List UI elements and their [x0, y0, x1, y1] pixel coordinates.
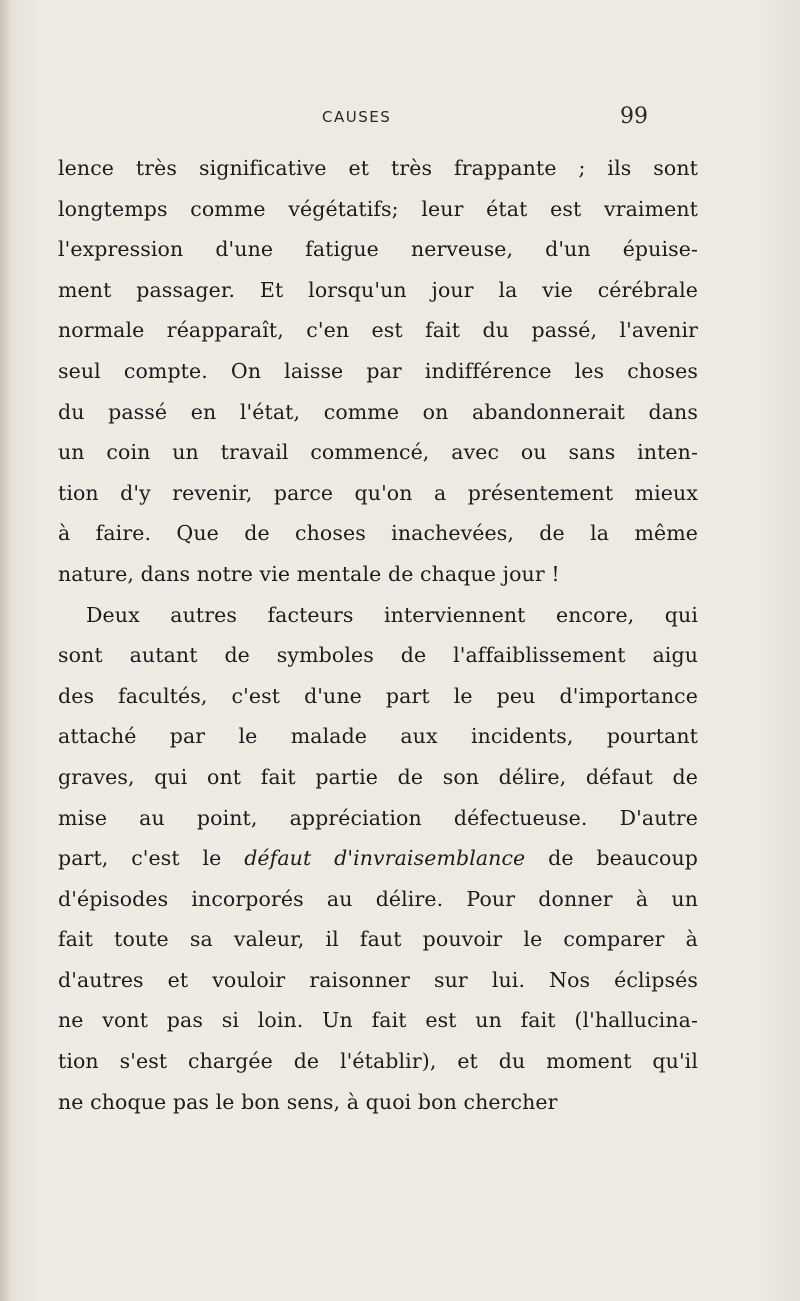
- text-line: à faire. Que de choses inachevées, de la même: [58, 521, 698, 546]
- text-line-with-emphasis: [58, 838, 698, 879]
- text-line: ne vont pas si loin. Un fait est un fait (l'hallucina-: [58, 1008, 698, 1033]
- text-line: mise au point, appréciation défectueuse. D'autre: [58, 805, 698, 830]
- text-line: d'épisodes incorporés au délire. Pour donner à un: [58, 886, 698, 911]
- text-line: attaché par le malade aux incidents, pourtant: [58, 724, 698, 749]
- text-line: l'expression d'une fatigue nerveuse, d'un épuise-: [58, 237, 698, 262]
- emphasized-term: défaut d'invraisemblance: [244, 846, 526, 871]
- text-line: du passé en l'état, comme on abandonnerait dans: [58, 399, 698, 424]
- gutter-shadow: [0, 0, 10, 1301]
- text-line: fait toute sa valeur, il faut pouvoir le comparer à: [58, 927, 698, 952]
- text-line: tion d'y revenir, parce qu'on a présentement mieux: [58, 480, 698, 505]
- text-line: seul compte. On laisse par indifférence les choses: [58, 358, 698, 383]
- text-line: graves, qui ont fait partie de son délire, défaut de: [58, 764, 698, 789]
- text-line: lence très significative et très frappante ; ils sont: [58, 156, 698, 180]
- running-head: CAUSES: [322, 108, 392, 126]
- page-header: [0, 104, 800, 134]
- text-line: normale réapparaît, c'en est fait du passé, l'avenir: [58, 318, 698, 343]
- text-segment: de beaucoup: [525, 846, 698, 871]
- text-line: sont autant de symboles de l'affaiblissement aigu: [58, 643, 698, 668]
- body-text: [58, 148, 698, 1122]
- text-line: un coin un travail commencé, avec ou sans inten-: [58, 440, 698, 465]
- text-line: des facultés, c'est d'une part le peu d'importance: [58, 683, 698, 708]
- text-line: longtemps comme végétatifs; leur état est vraiment: [58, 196, 698, 221]
- text-line: d'autres et vouloir raisonner sur lui. Nos éclipsés: [58, 967, 698, 992]
- text-line: ment passager. Et lorsqu'un jour la vie cérébrale: [58, 277, 698, 302]
- text-line: nature, dans notre vie mentale de chaque jour !: [58, 561, 560, 586]
- page-number: 99: [620, 104, 648, 129]
- text-line: tion s'est chargée de l'établir), et du moment qu'il: [58, 1049, 698, 1074]
- text-segment: part, c'est le: [58, 846, 245, 871]
- paragraph-start-line: Deux autres facteurs interviennent encore, qui: [86, 602, 698, 627]
- text-line: ne choque pas le bon sens, à quoi bon chercher: [58, 1089, 558, 1114]
